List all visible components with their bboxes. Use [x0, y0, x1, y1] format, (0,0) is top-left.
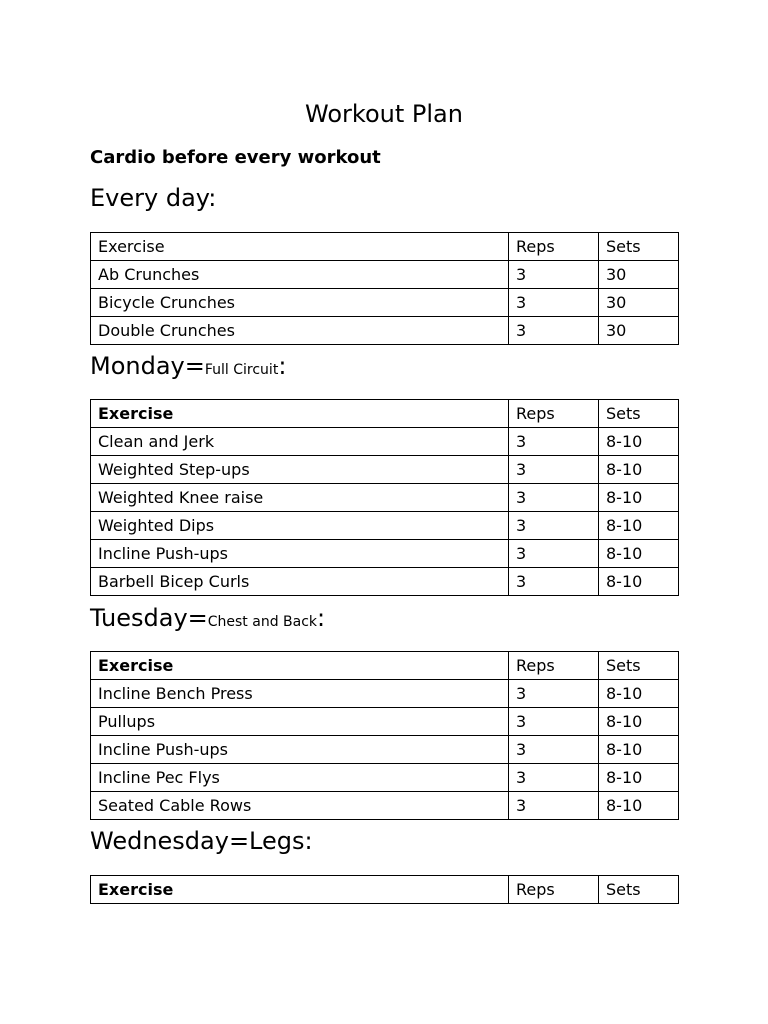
cell-sets: 8-10	[599, 540, 679, 568]
section-heading-monday	[90, 350, 286, 386]
section-heading-wednesday	[90, 825, 313, 861]
heading-text: Tuesday=	[90, 604, 208, 632]
heading-subtext: Chest and Back	[207, 614, 318, 630]
cell-sets: 30	[599, 317, 679, 345]
cell-reps: 3	[509, 792, 599, 820]
cell-sets: 8-10	[599, 568, 679, 596]
cell-sets: 8-10	[599, 792, 679, 820]
cell-reps: 3	[509, 512, 599, 540]
table-row	[91, 540, 679, 568]
header-sets: Sets	[599, 233, 679, 261]
table-row	[91, 512, 679, 540]
cell-reps: 3	[509, 428, 599, 456]
table-header-row	[91, 876, 679, 904]
table-every-day	[90, 232, 679, 345]
heading-text: Monday=	[90, 352, 205, 380]
cell-sets: 8-10	[599, 708, 679, 736]
cell-reps: 3	[509, 317, 599, 345]
cell-reps: 3	[509, 261, 599, 289]
cell-sets: 8-10	[599, 428, 679, 456]
cell-sets: 8-10	[599, 680, 679, 708]
header-exercise: Exercise	[91, 233, 509, 261]
header-reps: Reps	[509, 233, 599, 261]
heading-colon: :	[208, 184, 217, 212]
cell-reps: 3	[509, 708, 599, 736]
cell-exercise: Incline Bench Press	[91, 680, 509, 708]
cell-reps: 3	[509, 456, 599, 484]
cardio-note: Cardio before every workout	[90, 147, 381, 168]
table-row	[91, 261, 679, 289]
section-heading-tuesday	[90, 602, 325, 638]
table-tuesday	[90, 651, 679, 820]
cell-sets: 30	[599, 289, 679, 317]
cell-exercise: Clean and Jerk	[91, 428, 509, 456]
table-row	[91, 792, 679, 820]
cell-sets: 30	[599, 261, 679, 289]
header-exercise: Exercise	[91, 876, 509, 904]
header-reps: Reps	[509, 876, 599, 904]
header-sets: Sets	[599, 652, 679, 680]
table-row	[91, 289, 679, 317]
heading-colon: :	[304, 827, 313, 855]
table-row	[91, 680, 679, 708]
cell-exercise: Weighted Dips	[91, 512, 509, 540]
cell-exercise: Incline Push-ups	[91, 736, 509, 764]
cell-exercise: Ab Crunches	[91, 261, 509, 289]
cell-sets: 8-10	[599, 764, 679, 792]
cell-reps: 3	[509, 736, 599, 764]
table-row	[91, 708, 679, 736]
cell-exercise: Barbell Bicep Curls	[91, 568, 509, 596]
table-row	[91, 568, 679, 596]
cell-exercise: Weighted Step-ups	[91, 456, 509, 484]
cell-sets: 8-10	[599, 484, 679, 512]
cell-exercise: Double Crunches	[91, 317, 509, 345]
table-row	[91, 484, 679, 512]
cell-exercise: Seated Cable Rows	[91, 792, 509, 820]
cell-sets: 8-10	[599, 512, 679, 540]
cell-exercise: Incline Pec Flys	[91, 764, 509, 792]
cell-reps: 3	[509, 484, 599, 512]
cell-sets: 8-10	[599, 456, 679, 484]
cell-reps: 3	[509, 540, 599, 568]
cell-exercise: Pullups	[91, 708, 509, 736]
cell-reps: 3	[509, 568, 599, 596]
cell-exercise: Incline Push-ups	[91, 540, 509, 568]
cell-exercise: Weighted Knee raise	[91, 484, 509, 512]
section-heading-every-day	[90, 182, 216, 218]
table-row	[91, 736, 679, 764]
cell-sets: 8-10	[599, 736, 679, 764]
heading-text: Every day	[90, 184, 209, 212]
table-row	[91, 317, 679, 345]
table-header-row	[91, 652, 679, 680]
header-exercise: Exercise	[91, 652, 509, 680]
heading-subtext: Full Circuit	[204, 362, 279, 378]
cell-reps: 3	[509, 764, 599, 792]
heading-text: Wednesday=Legs	[90, 827, 305, 855]
header-sets: Sets	[599, 400, 679, 428]
table-monday	[90, 399, 679, 596]
cell-reps: 3	[509, 289, 599, 317]
header-exercise: Exercise	[91, 400, 509, 428]
heading-colon: :	[317, 604, 326, 632]
header-sets: Sets	[599, 876, 679, 904]
table-row	[91, 428, 679, 456]
cell-reps: 3	[509, 680, 599, 708]
header-reps: Reps	[509, 400, 599, 428]
heading-colon: :	[278, 352, 287, 380]
table-wednesday	[90, 875, 679, 904]
page-title: Workout Plan	[305, 100, 463, 128]
header-reps: Reps	[509, 652, 599, 680]
table-header-row	[91, 400, 679, 428]
table-row	[91, 764, 679, 792]
table-row	[91, 456, 679, 484]
table-header-row	[91, 233, 679, 261]
cell-exercise: Bicycle Crunches	[91, 289, 509, 317]
